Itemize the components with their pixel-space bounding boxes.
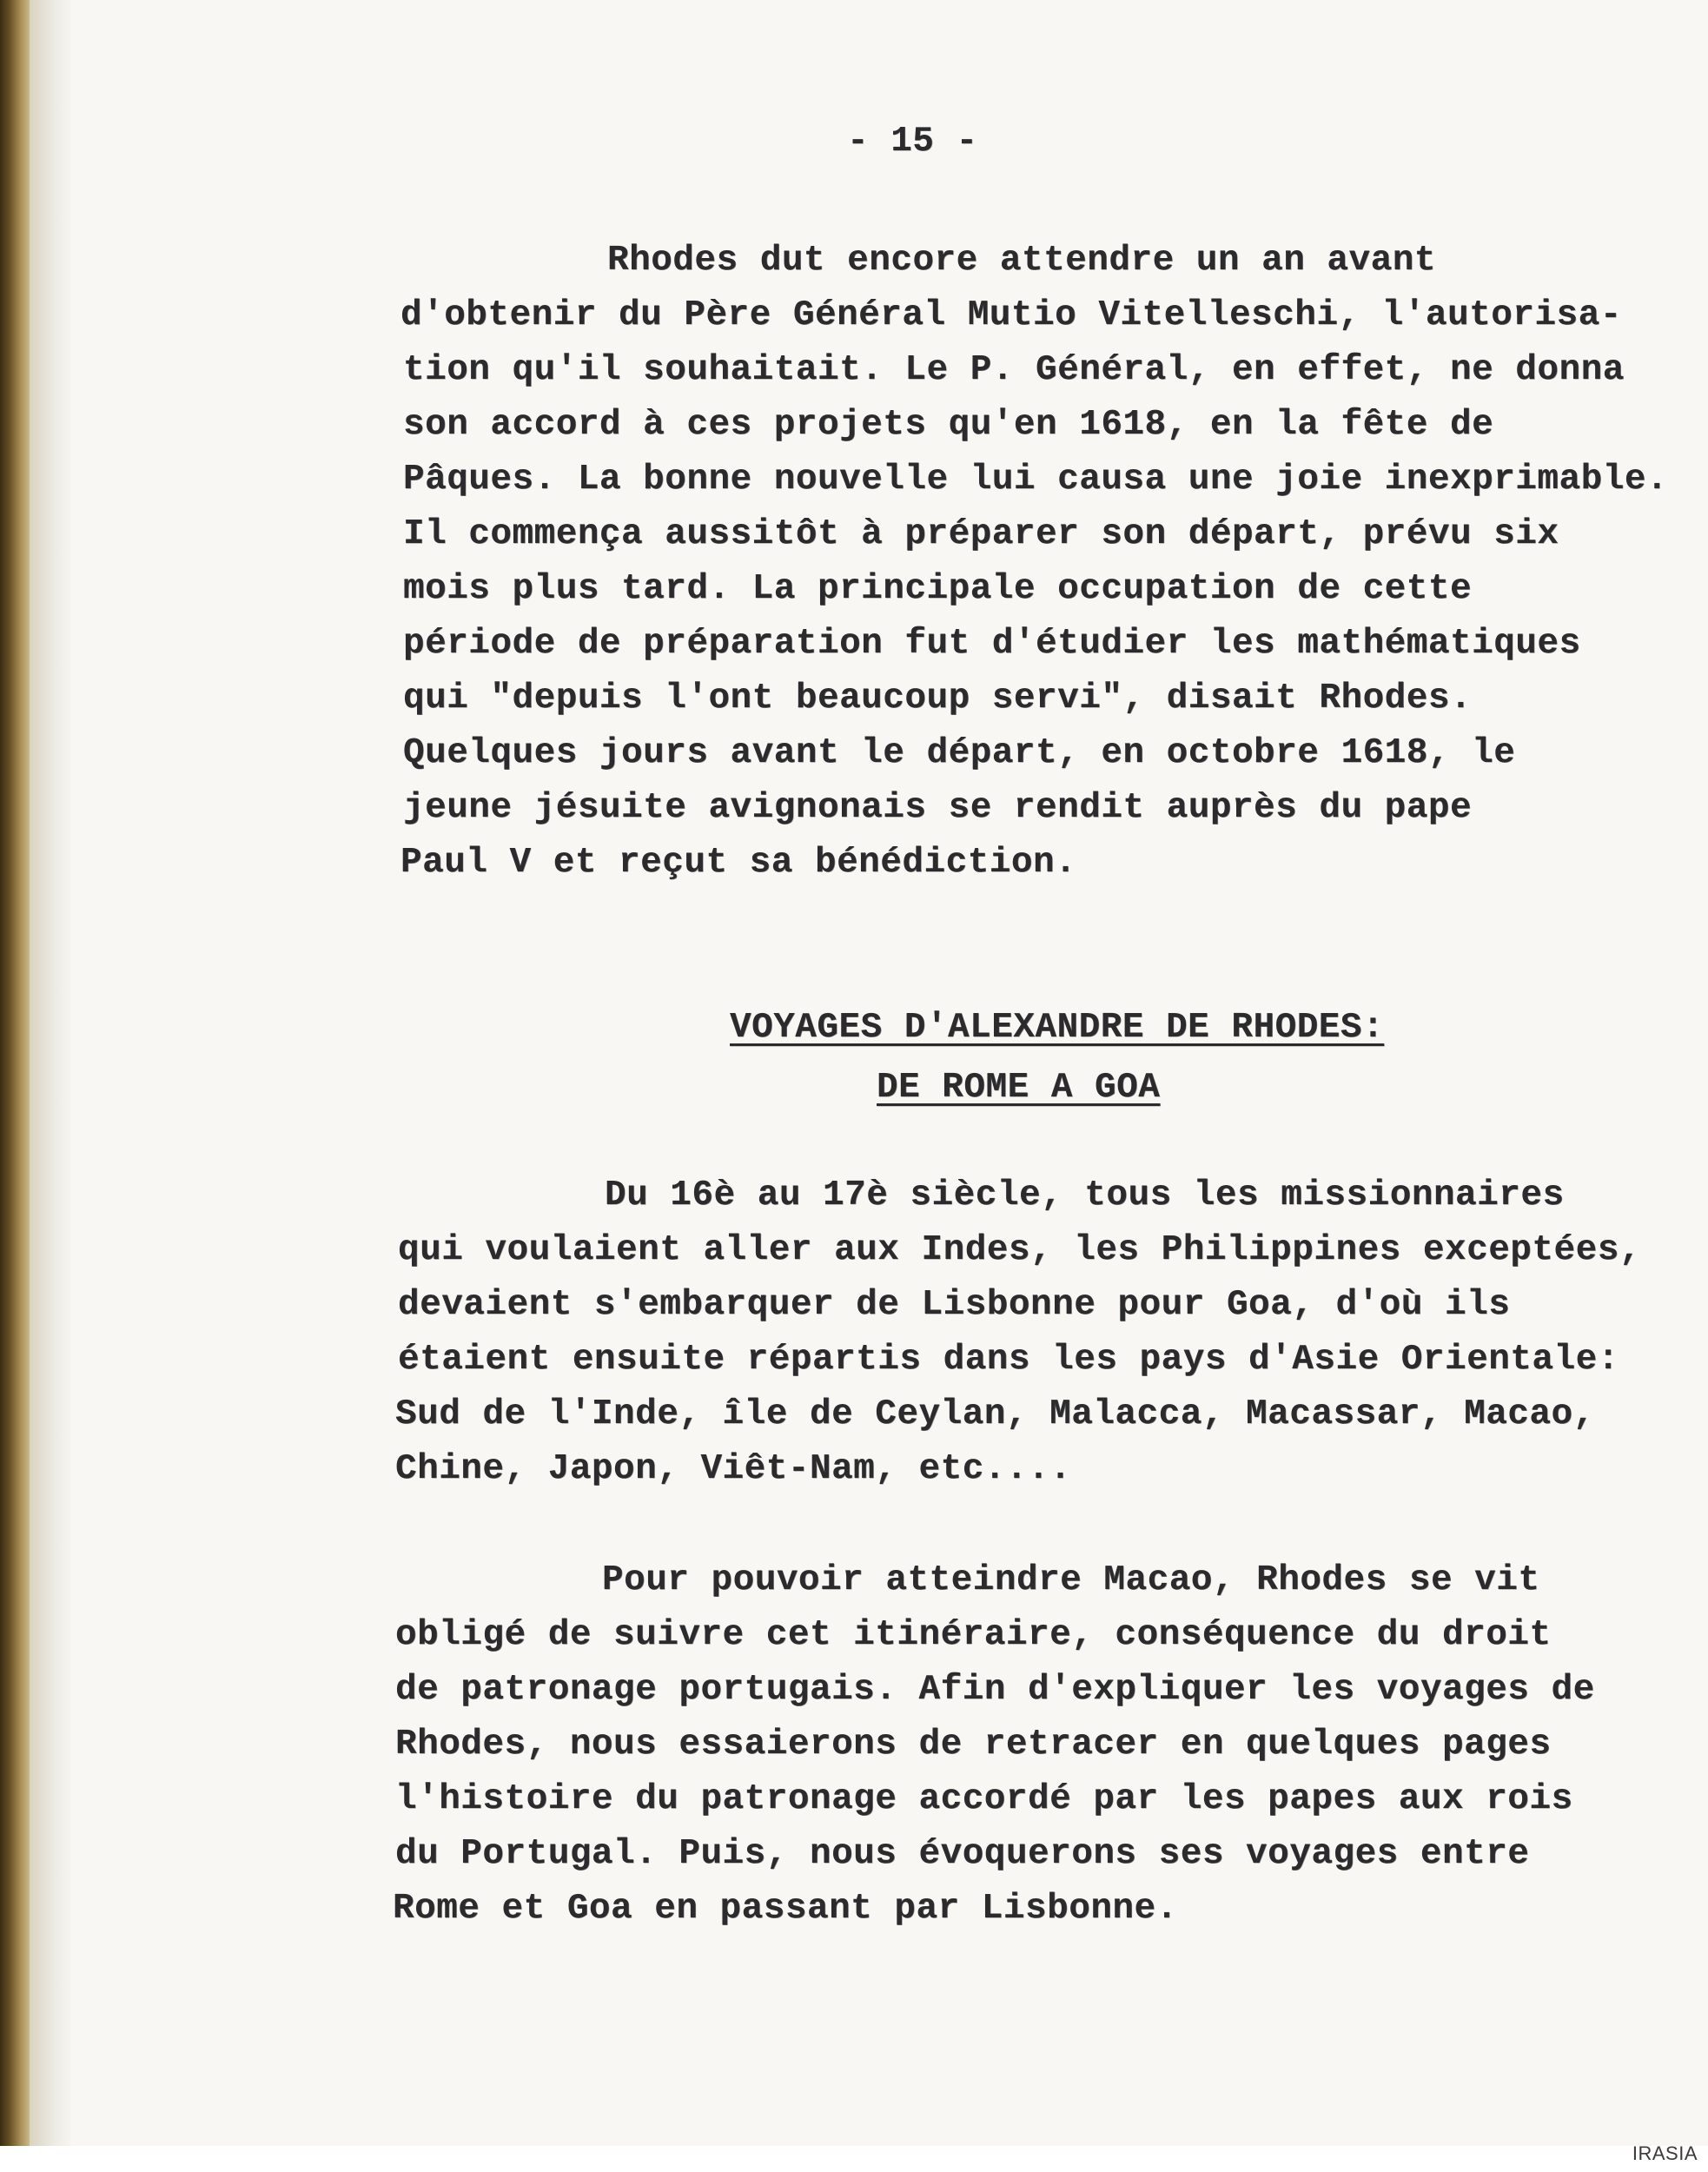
scan-margin: [0, 2146, 1708, 2172]
paragraph-line: Sud de l'Inde, île de Ceylan, Malacca, Macassar, Macao,: [395, 1394, 1595, 1434]
paragraph-line: Pour pouvoir atteindre Macao, Rhodes se vit: [602, 1560, 1540, 1600]
paragraph-line: l'histoire du patronage accordé par les papes aux rois: [395, 1779, 1573, 1819]
paragraph-line: du Portugal. Puis, nous évoquerons ses voyages entre: [395, 1834, 1530, 1874]
paragraph-line: Il commença aussitôt à préparer son départ, prévu six: [403, 514, 1559, 554]
paragraph-line: Chine, Japon, Viêt-Nam, etc....: [395, 1449, 1072, 1489]
paragraph-line: qui "depuis l'ont beaucoup servi", disait Rhodes.: [403, 679, 1473, 718]
paragraph-line: tion qu'il souhaitait. Le P. Général, en effet, ne donna: [403, 350, 1625, 390]
heading-line-1: VOYAGES D'ALEXANDRE DE RHODES:: [730, 1008, 1385, 1048]
paragraph-line: Du 16è au 17è siècle, tous les missionnaires: [605, 1175, 1565, 1215]
paragraph-line: qui voulaient aller aux Indes, les Philippines exceptées,: [398, 1230, 1641, 1270]
paragraph-line: d'obtenir du Père Général Mutio Vitelleschi, l'autorisa-: [401, 295, 1622, 335]
paragraph-line: de patronage portugais. Afin d'expliquer les voyages de: [395, 1670, 1595, 1710]
book-binding: [0, 0, 30, 2172]
heading-line-2: DE ROME A GOA: [877, 1068, 1161, 1108]
paragraph-line: Paul V et reçut sa bénédiction.: [401, 843, 1077, 883]
paragraph-line: devaient s'embarquer de Lisbonne pour Goa, d'où ils: [398, 1285, 1511, 1325]
paragraph-line: son accord à ces projets qu'en 1618, en la fête de: [403, 405, 1494, 445]
paragraph-line: Quelques jours avant le départ, en octobre 1618, le: [403, 733, 1516, 773]
paragraph-line: étaient ensuite répartis dans les pays d'Asie Orientale:: [398, 1340, 1619, 1380]
page-number: - 15 -: [847, 122, 978, 162]
paragraph-line: Rome et Goa en passant par Lisbonne.: [393, 1889, 1178, 1929]
paragraph-line: mois plus tard. La principale occupation de cette: [403, 569, 1473, 609]
paragraph-line: période de préparation fut d'étudier les mathématiques: [403, 624, 1581, 664]
typed-page: [71, 0, 1708, 2146]
paragraph-line: Pâques. La bonne nouvelle lui causa une joie inexprimable.: [403, 460, 1669, 500]
archive-watermark: IRASIA: [1632, 2142, 1698, 2164]
paragraph-line: Rhodes, nous essaierons de retracer en quelques pages: [395, 1725, 1552, 1765]
paragraph-line: obligé de suivre cet itinéraire, conséquence du droit: [395, 1615, 1552, 1655]
paragraph-line: jeune jésuite avignonais se rendit auprès du pape: [403, 788, 1473, 828]
page-gutter: [30, 0, 71, 2172]
paragraph-line: Rhodes dut encore attendre un an avant: [607, 241, 1436, 281]
